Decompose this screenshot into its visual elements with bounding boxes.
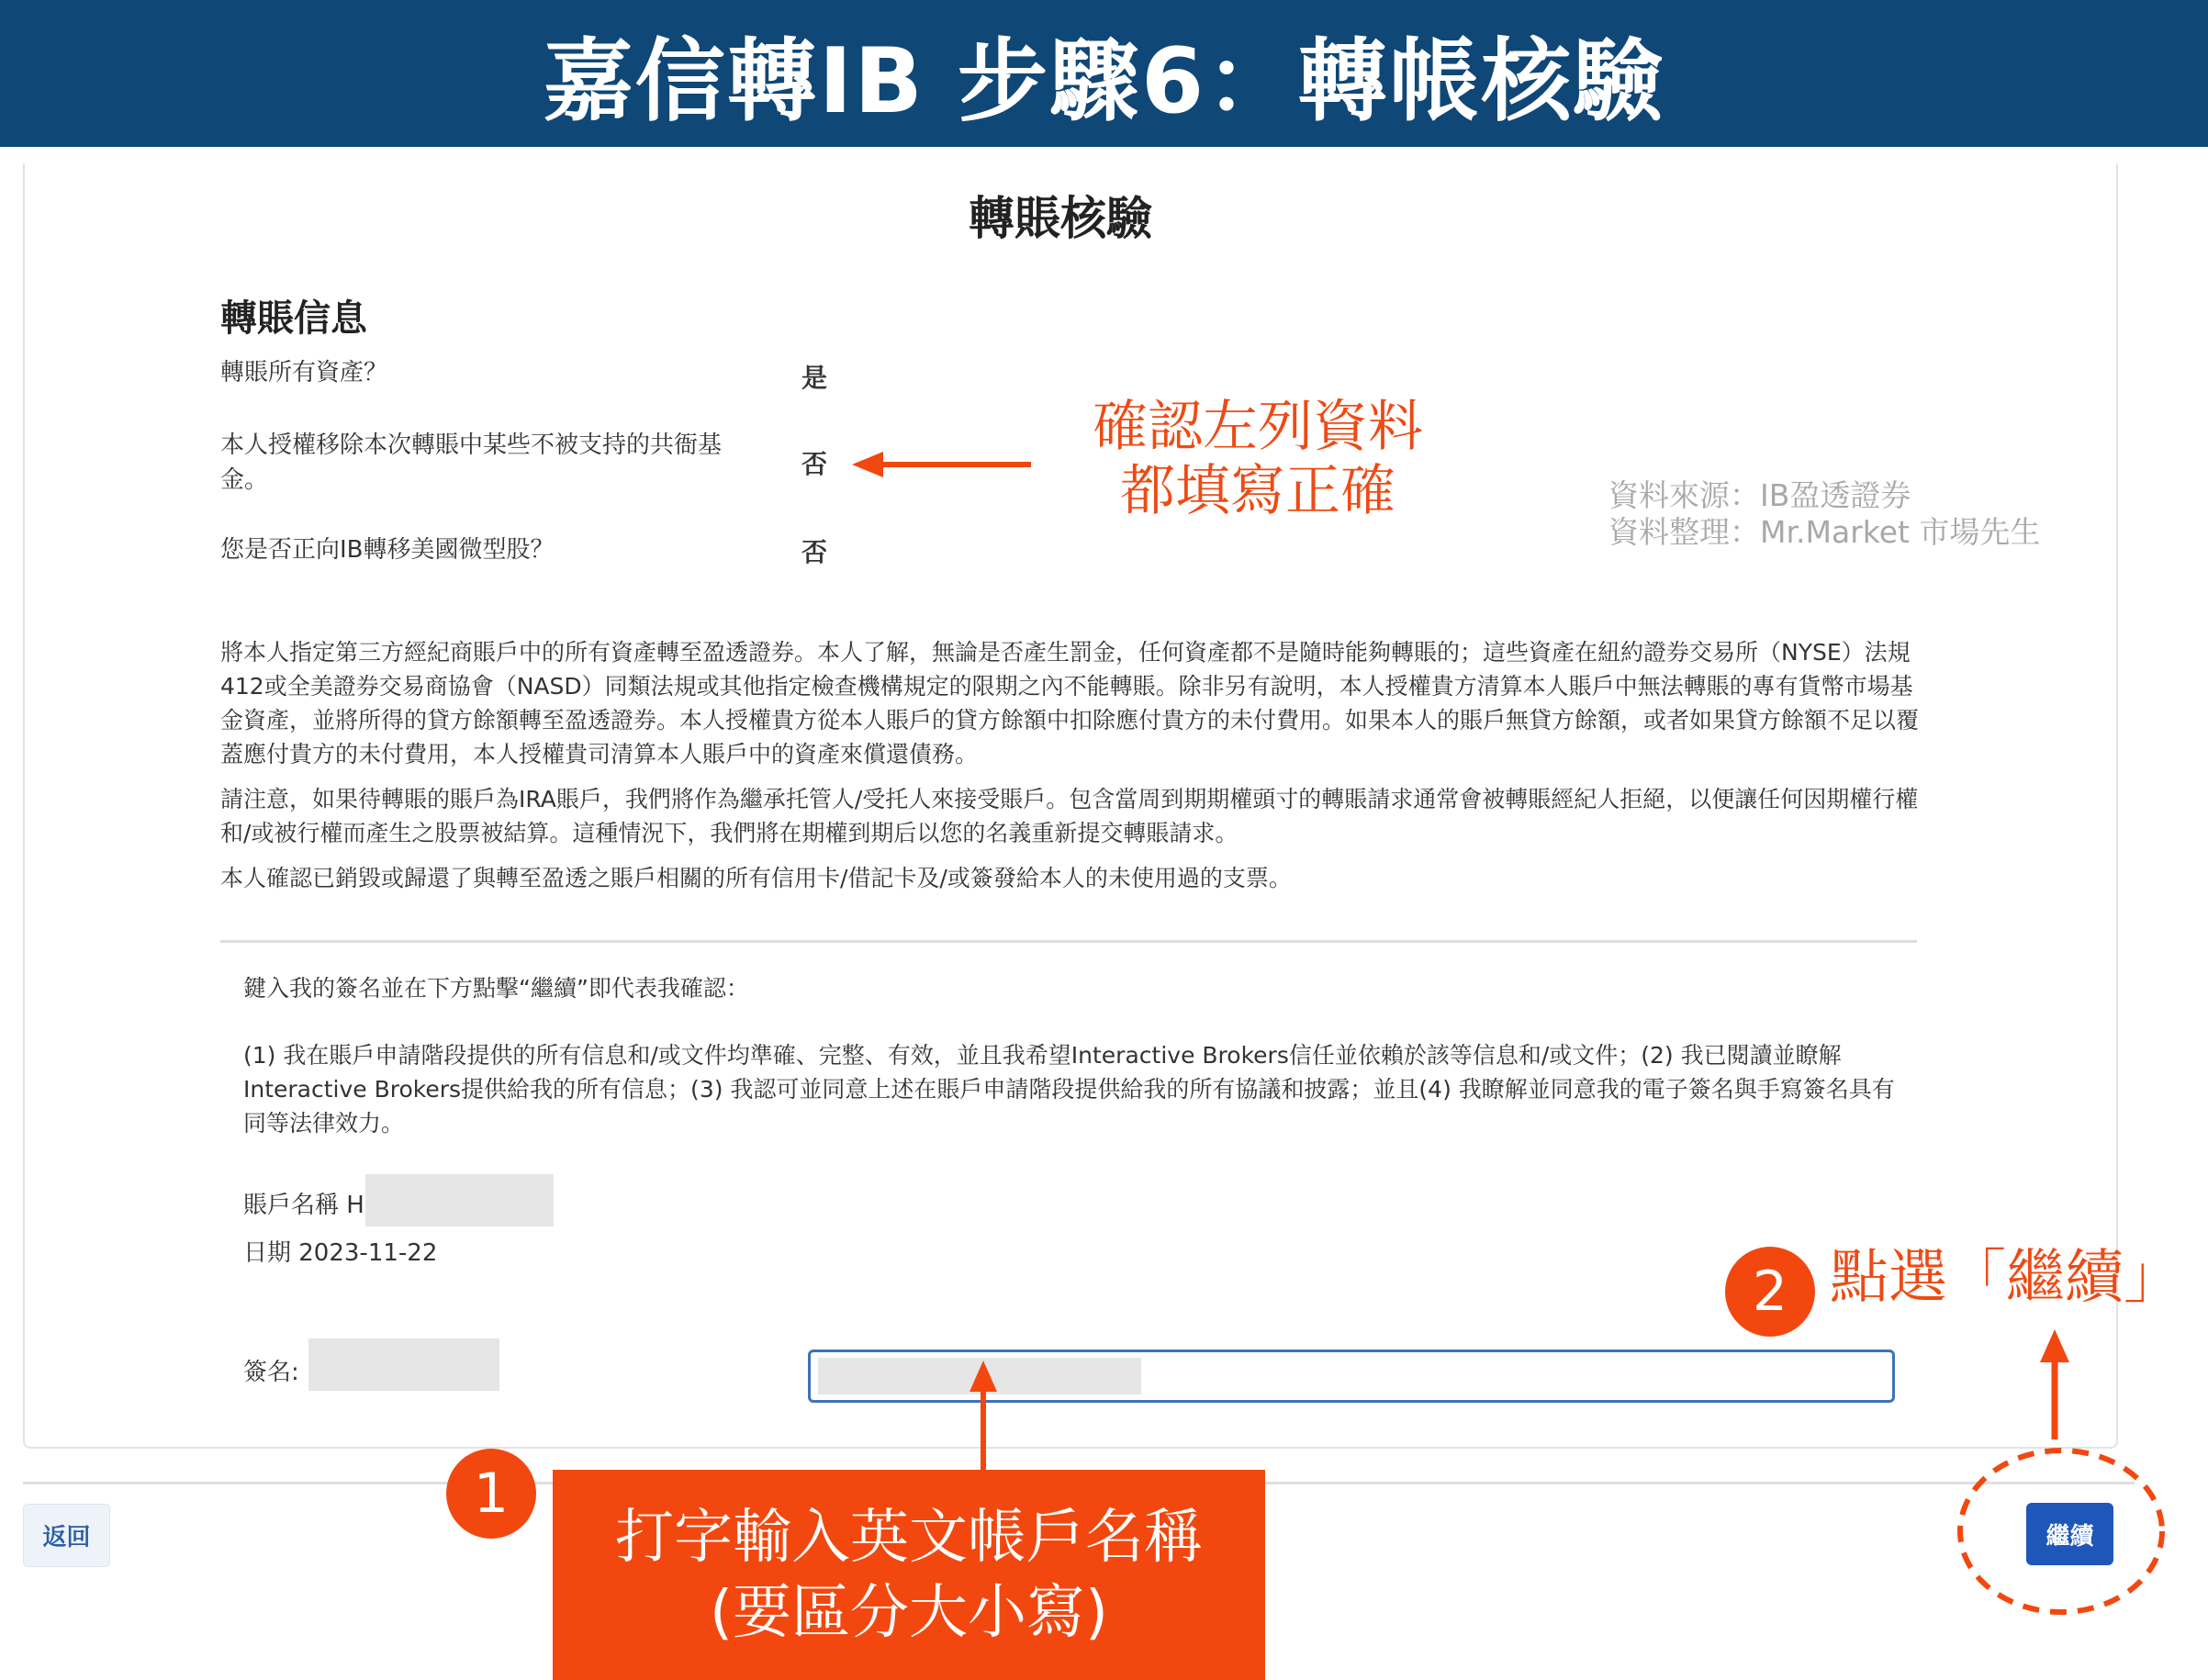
redacted-signature-name <box>308 1338 499 1391</box>
dashed-highlight-circle <box>1954 1444 2169 1618</box>
up-arrow-icon <box>967 1361 1000 1473</box>
check-annotation-line1: 確認左列資料 <box>1093 395 1423 459</box>
title-banner <box>0 0 2208 147</box>
step1-annotation-box <box>553 1470 1265 1680</box>
confirmation-intro: 鍵入我的簽名並在下方點擊“繼續”即代表我確認： <box>243 975 749 1002</box>
answer-remove-funds: 否 <box>801 449 828 479</box>
transfer-info-title: 轉賬信息 <box>220 297 367 340</box>
source-line2: 資料整理：Mr.Market 市場先生 <box>1608 514 2041 550</box>
step1-line2: (要區分大小寫) <box>710 1578 1108 1647</box>
section-divider <box>220 940 1917 943</box>
step1-line1: 打字輸入英文帳戶名稱 <box>615 1503 1203 1572</box>
up-arrow-icon <box>2036 1329 2073 1439</box>
disclosure-paragraph: 將本人指定第三方經紀商賬戶中的所有資產轉至盈透證券。本人了解，無論是否產生罰金，任何資產都不是隨時能夠轉賬的；這些資產在紐約證券交易所（NYSE）法規412或全美證券交易商協會（NASD）同類法規或其他指定檢查機構規定的限期之內不能轉賬。除非另有說明，本人授權貴方清算本人賬戶中無法轉賬的專有貨幣市場基金資產，並將所得的貸方餘額轉至盈透證券。本人授權貴方從本人賬戶的貸方餘額中扣除應付貴方的未付費用。如果本人的賬戶無貸方餘額，或者如果貸方餘額不足以覆蓋應付貴方的未付費用，本人授權貴司清算本人賬戶中的資產來償還債務。 <box>220 639 1920 767</box>
back-button[interactable]: 返回 <box>23 1504 110 1567</box>
date-label: 日期 2023-11-22 <box>243 1239 438 1267</box>
step1-badge: 1 <box>446 1449 536 1539</box>
redacted-account-name <box>365 1174 554 1226</box>
page-title: 轉賬核驗 <box>969 192 1152 245</box>
account-name-label: 賬戶名稱 H <box>243 1192 364 1219</box>
banner-title: 嘉信轉IB 步驟6：轉帳核驗 <box>543 28 1665 134</box>
check-data-annotation <box>1083 395 1432 523</box>
signature-label: 簽名: <box>243 1359 299 1386</box>
source-watermark <box>1608 477 2040 551</box>
step2-badge: 2 <box>1725 1247 1815 1337</box>
confirmation-body: (1) 我在賬戶申請階段提供的所有信息和/或文件均準確、完整、有效，並且我希望Interactive Brokers信任並依賴於該等信息和/或文件；(2) 我已閱讀並瞭解Interactive Brokers提供給我的所有信息；(3) 我認可並同意上述在賬戶申請階段提供給我的所有協議和披露；並且(4) 我瞭解並同意我的電子簽名與手寫簽名具有同等法律效力。 <box>243 1042 1895 1137</box>
question-transfer-all-assets: 轉賬所有資產？ <box>220 359 388 386</box>
source-line1: 資料來源：IB盈透證券 <box>1608 477 1911 513</box>
answer-microcap: 否 <box>801 537 828 567</box>
question-remove-funds: 本人授權移除本次轉賬中某些不被支持的共衙基金。 <box>220 431 723 494</box>
check-annotation-line2: 都填寫正確 <box>1120 459 1395 523</box>
question-microcap: 您是否正向IB轉移美國微型股？ <box>220 536 555 564</box>
left-arrow-icon <box>852 448 1036 481</box>
answer-transfer-all-assets: 是 <box>801 363 828 393</box>
disclosure-paragraph: 請注意，如果待轉賬的賬戶為IRA賬戶，我們將作為繼承托管人/受托人來接受賬戶。包含當周到期期權頭寸的轉賬請求通常會被轉賬經紀人拒絕，以便讓任何因期權行權和/或被行權而產生之股票被結算。這種情況下，我們將在期權到期后以您的名義重新提交轉賬請求。 <box>220 786 1919 846</box>
step2-annotation: 點選「繼續」 <box>1830 1244 2182 1312</box>
continue-button[interactable]: 繼續 <box>2026 1503 2113 1565</box>
disclosure-paragraph: 本人確認已銷毀或歸還了與轉至盈透之賬戶相關的所有信用卡/借記卡及/或簽發給本人的未使用過的支票。 <box>220 865 1292 891</box>
